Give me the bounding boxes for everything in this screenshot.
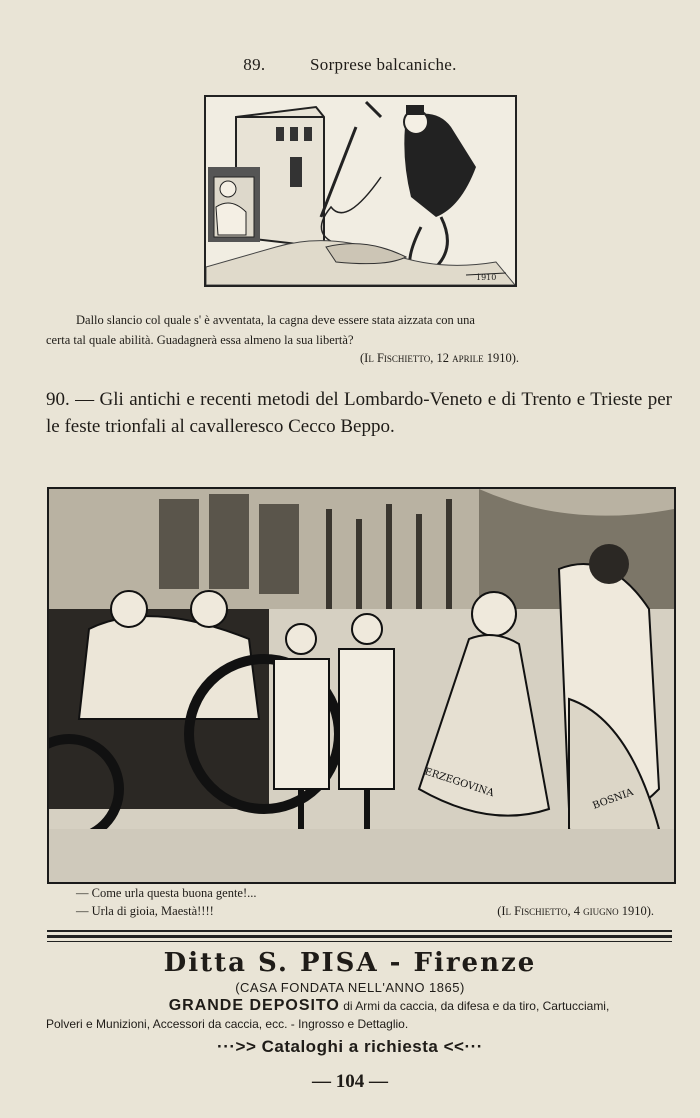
caption-1-line-1: Dallo slancio col quale s' è avventata, la cagna deve essere stata aizzata con una	[76, 313, 475, 327]
cartoon-illustration-2	[47, 487, 676, 884]
divider-rule	[47, 935, 672, 938]
divider-rule	[47, 930, 672, 932]
cartoon-illustration-1	[204, 95, 517, 287]
item-90-heading: 90. — Gli antichi e recenti metodi del Lombardo-Veneto e di Trento e Trieste per le feste trionfali al cavalleresco Cecco Beppo.	[46, 389, 672, 437]
dialog-source: (Il Fischietto, 4 giugno 1910).	[497, 904, 654, 918]
caption-1	[46, 310, 672, 350]
ad-deposit-bold: GRANDE DEPOSITO	[168, 997, 340, 1014]
ad-catalogs-text: Cataloghi a richiesta	[261, 1037, 439, 1056]
page-header	[0, 55, 700, 75]
cartoon-1-drawing	[206, 97, 515, 285]
header-title: Sorprese balcaniche.	[310, 55, 457, 74]
dialog-line-1: — Come urla questa buona gente!...	[76, 886, 257, 900]
ad-title: Ditta S. PISA - Firenze	[163, 948, 537, 978]
ad-catalogs	[0, 1037, 700, 1057]
page-number: — 104 —	[312, 1071, 388, 1092]
cartoon-2-drawing	[49, 489, 674, 882]
ad-deposit-rest: di Armi da caccia, da difesa e da tiro, Cartucciami,	[339, 999, 610, 1013]
advertisement	[0, 948, 700, 1057]
header-number: 89.	[243, 55, 266, 74]
cartoon-1-signature: 1910	[476, 273, 497, 282]
skirt-label: ERZEGOVINA	[423, 766, 496, 800]
caption-1-source: (Il Fischietto, 12 aprile 1910).	[360, 351, 520, 365]
ad-deposit-line	[0, 997, 700, 1015]
divider-rule	[47, 941, 672, 942]
ad-subtitle: (CASA FONDATA NELL'ANNO 1865)	[235, 980, 465, 995]
caption-1-line-2: certa tal quale abilità. Guadagnerà essa almeno la sua libertà?	[46, 333, 354, 347]
ad-products-line: Polveri e Munizioni, Accessori da caccia, ecc. - Ingrosso e Dettaglio.	[46, 1017, 409, 1031]
left-ornament-icon: ···>>	[217, 1037, 262, 1056]
bosnia-label: BOSNIA	[591, 786, 635, 812]
right-ornament-icon: <<···	[438, 1037, 483, 1056]
dialog-line-2: — Urla di gioia, Maestà!!!!	[76, 904, 214, 918]
figure-2-dialog	[76, 884, 676, 920]
